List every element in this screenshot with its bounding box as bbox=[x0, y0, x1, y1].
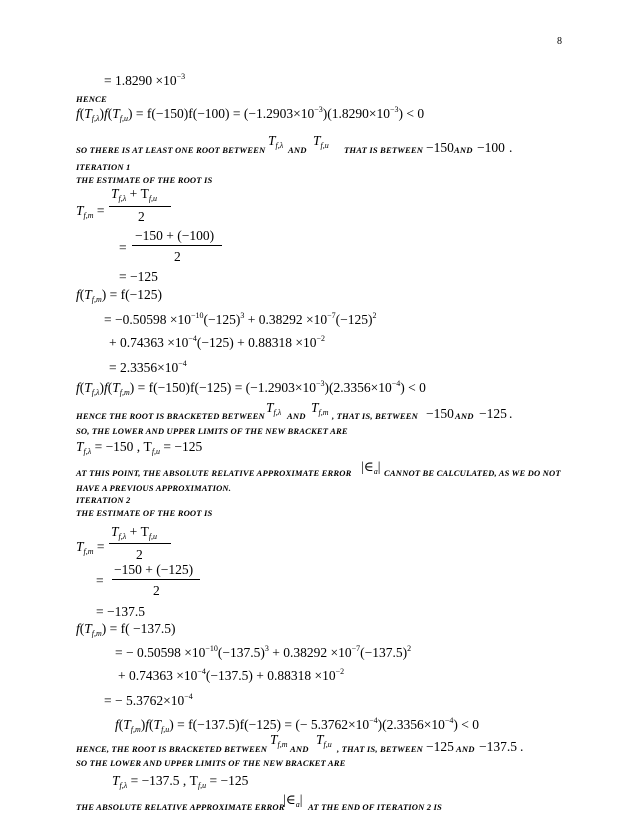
text-abs-error: THE ABSOLUTE RELATIVE APPROXIMATE ERROR bbox=[76, 802, 285, 812]
text-at-this-point: AT THIS POINT, THE ABSOLUTE RELATIVE APPROXIMATE ERROR bbox=[76, 468, 352, 478]
text-so-limits-2: SO THE LOWER AND UPPER LIMITS OF THE NEW BRACKET ARE bbox=[76, 758, 346, 768]
page-number: 8 bbox=[557, 36, 562, 47]
text-estimate-2: THE ESTIMATE OF THE ROOT IS bbox=[76, 508, 213, 518]
polynomial-line-1: = $-0.50598 \times 10^{-10}(-125)^3 + 0.38292 \times 10^{-7}(-125)^2$ bbox=[104, 311, 377, 327]
text-hence: HENCE bbox=[76, 94, 107, 104]
value-minus-137-5: −137.5 bbox=[479, 739, 517, 754]
period-3: . bbox=[520, 739, 524, 754]
text-hence-bracketed-2: HENCE, THE ROOT IS BRACKETED BETWEEN bbox=[76, 744, 268, 754]
symbol-abs-error-1: $|\in_a|$ bbox=[361, 459, 381, 476]
fraction-numerator-1: $T_{f,\lambda} + T_{f,u}$ bbox=[111, 186, 158, 203]
equation-f-tfm-2: $f(T_{f,m}) = f( -137.5)$ bbox=[76, 621, 176, 638]
text-and-6: AND bbox=[456, 744, 475, 754]
text-that-is-between-3: , THAT IS, BETWEEN bbox=[337, 744, 424, 754]
text-and-2: AND bbox=[454, 145, 473, 155]
polynomial-line-3: = − $0.50598 \times 10^{-10}(-137.5)^3 + 0.38292 \times 10^{-7}(-137.5)^2$ bbox=[115, 644, 412, 660]
text-and: AND bbox=[288, 145, 307, 155]
text-have-previous: HAVE A PREVIOUS APPROXIMATION. bbox=[76, 483, 232, 493]
value-minus-125-2: −125 bbox=[426, 739, 454, 754]
equation-value-1: = $1.8290 \times 10^{-3}$ bbox=[104, 72, 186, 88]
equation-product-2: $f(T_{f,\lambda})f(T_{f,m}) = f(-150)f(-125) = (-1.2903\times 10^{-3})(2.3356\times 10^{-4}) < 0$ bbox=[76, 379, 426, 397]
fraction-bar-2 bbox=[132, 245, 222, 246]
fraction-denominator-2: 2 bbox=[174, 249, 181, 264]
text-that-is-between: THAT IS BETWEEN bbox=[344, 145, 424, 155]
text-estimate: THE ESTIMATE OF THE ROOT IS bbox=[76, 175, 213, 185]
result-minus-137-5: = −137.5 bbox=[96, 604, 145, 619]
value-minus-150-2: −150 bbox=[426, 406, 454, 421]
symbol-t-flambda: $T_{f,\lambda}$ bbox=[268, 133, 284, 150]
fraction-bar-3 bbox=[109, 543, 171, 544]
fraction-bar-1 bbox=[109, 206, 171, 207]
text-and-4: AND bbox=[455, 411, 474, 421]
fraction-denominator-1: 2 bbox=[138, 209, 145, 224]
period: . bbox=[509, 140, 513, 155]
equation-limits-1: $T_{f,\lambda} = -150$ , $T_{f,u} = -125$ bbox=[76, 439, 203, 456]
text-so-limits: SO, THE LOWER AND UPPER LIMITS OF THE NEW BRACKET ARE bbox=[76, 426, 348, 436]
text-cannot-be: CANNOT BE CALCULATED, AS WE DO NOT bbox=[384, 468, 561, 478]
equation-limits-2: $T_{f,\lambda} = -137.5$ , $T_{f,u} = -125$ bbox=[112, 773, 249, 790]
value-minus-150: −150 bbox=[426, 140, 454, 155]
equation-product-3: $f(T_{f,m})f(T_{f,u}) = f(-137.5)f(-125)$ = (− $5.3762\times 10^{-4})(2.3356\times 10^{-4}) < 0$ bbox=[115, 716, 479, 734]
value-minus-100: −100 bbox=[477, 140, 505, 155]
fraction-denominator-3: 2 bbox=[136, 547, 143, 562]
period-2: . bbox=[509, 406, 513, 421]
text-and-3: AND bbox=[287, 411, 306, 421]
value-minus-125: −125 bbox=[479, 406, 507, 421]
equation-f-tfm-1: $f(T_{f,m}) = f(-125)$ bbox=[76, 287, 162, 304]
equation-product-1: $f(T_{f,\lambda})f(T_{f,u}) = f(-150)f(-100) = (-1.2903\times 10^{-3})(1.8290\times 10^{-3}) < 0$ bbox=[76, 105, 425, 123]
text-so-root: SO THERE IS AT LEAST ONE ROOT BETWEEN bbox=[76, 145, 266, 155]
heading-iteration-2: ITERATION 2 bbox=[76, 495, 131, 505]
text-and-5: AND bbox=[290, 744, 309, 754]
result-line-2: = − $5.3762\times 10^{-4}$ bbox=[104, 692, 193, 708]
equals-sign-1: = bbox=[119, 240, 127, 255]
fraction-numerator-4: −150 + (−125) bbox=[114, 562, 194, 577]
fraction-denominator-4: 2 bbox=[153, 583, 160, 598]
text-that-is-between-2: , THAT IS, BETWEEN bbox=[332, 411, 419, 421]
symbol-t-fm-3: $T_{f,m}$ = bbox=[76, 539, 105, 556]
symbol-t-fm-4: $T_{f,m}$ bbox=[270, 732, 288, 749]
symbol-t-fu: $T_{f,u}$ bbox=[313, 133, 329, 150]
polynomial-line-2: + $0.74363 \times 10^{-4}(-125) + 0.88318 \times 10^{-2}$ bbox=[109, 334, 325, 350]
fraction-numerator-3: $T_{f,\lambda} + T_{f,u}$ bbox=[111, 524, 158, 541]
symbol-t-fm: $T_{f,m}$ = bbox=[76, 203, 105, 220]
symbol-t-fu-2: $T_{f,u}$ bbox=[316, 732, 332, 749]
fraction-numerator-2: −150 + (−100) bbox=[135, 228, 215, 243]
symbol-t-flambda-2: $T_{f,\lambda}$ bbox=[266, 400, 282, 417]
result-line-1: = $2.3356\times 10^{-4}$ bbox=[109, 359, 187, 375]
polynomial-line-4: + $0.74363 \times 10^{-4}(-137.5) + 0.88318 \times 10^{-2}$ bbox=[118, 667, 345, 683]
fraction-bar-4 bbox=[112, 579, 200, 580]
result-minus-125: = −125 bbox=[119, 269, 158, 284]
equals-sign-2: = bbox=[96, 573, 104, 588]
heading-iteration-1: ITERATION 1 bbox=[76, 162, 131, 172]
text-hence-bracketed: HENCE THE ROOT IS BRACKETED BETWEEN bbox=[76, 411, 265, 421]
symbol-abs-error-2: $|\in_a|$ bbox=[283, 792, 303, 809]
symbol-t-fm-2: $T_{f,m}$ bbox=[311, 400, 329, 417]
text-at-end: AT THE END OF ITERATION 2 IS bbox=[308, 802, 442, 812]
